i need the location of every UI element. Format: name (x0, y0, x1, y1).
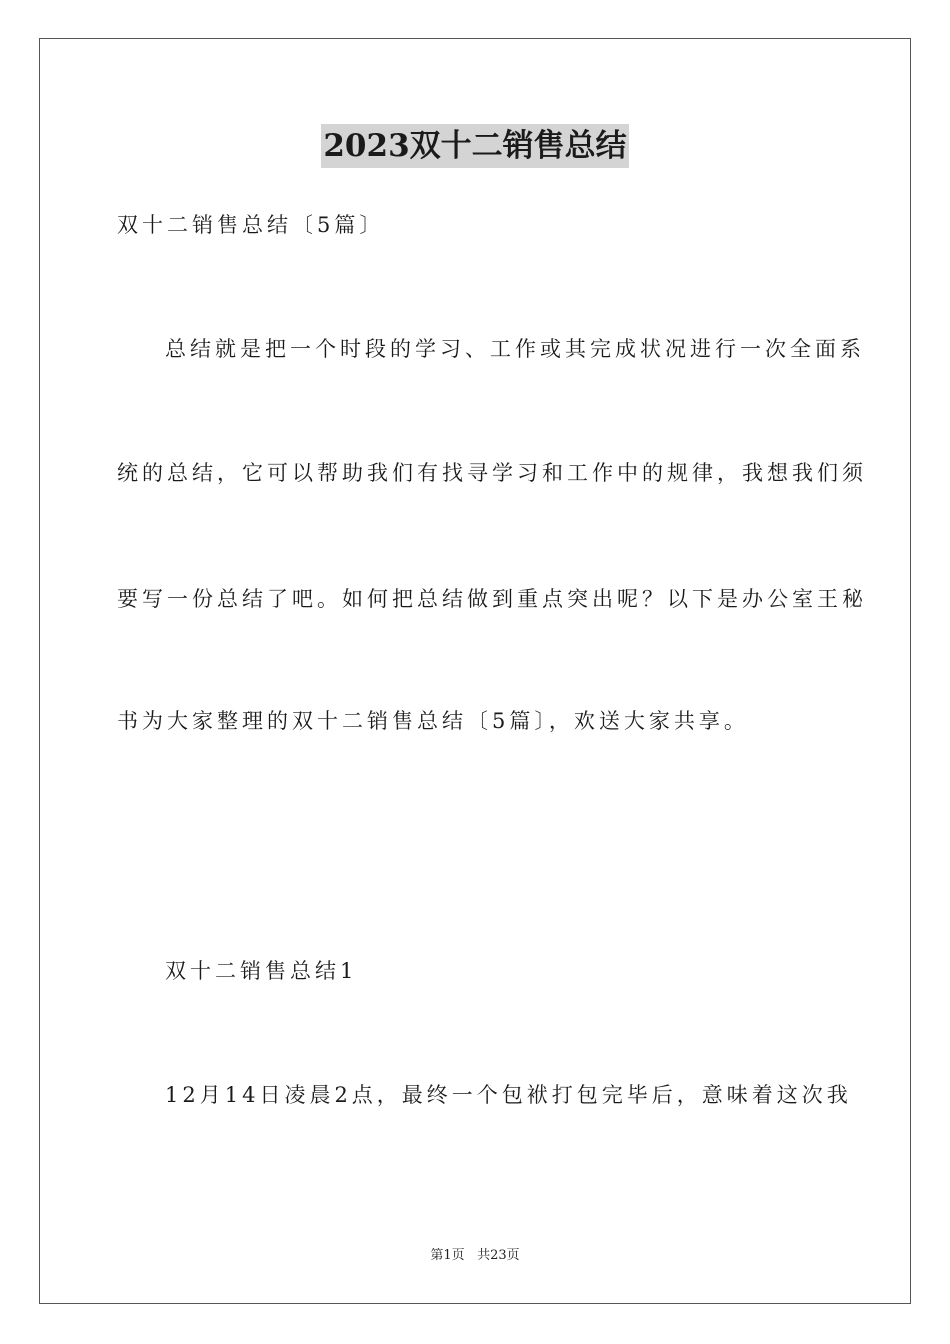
intro-line-3: 要写一份总结了吧。如何把总结做到重点突出呢？以下是办公室王秘 (117, 587, 867, 611)
intro-line-4: 书为大家整理的双十二销售总结〔5篇〕，欢送大家共享。 (117, 709, 749, 733)
document-subtitle: 双十二销售总结〔5篇〕 (117, 213, 385, 237)
section-heading: 双十二销售总结1 (165, 959, 358, 983)
section-line-1: 12月14日凌晨2点，最终一个包袱打包完毕后，意味着这次我 (165, 1083, 852, 1107)
page-total: 共23页 (477, 1248, 520, 1263)
intro-line-2: 统的总结，它可以帮助我们有找寻学习和工作中的规律，我想我们须 (117, 461, 867, 485)
page-footer (0, 1247, 950, 1265)
intro-line-1: 总结就是把一个时段的学习、工作或其完成状况进行一次全面系 (165, 337, 865, 361)
title-container (0, 124, 950, 168)
page-number: 第1页 (430, 1248, 465, 1263)
document-title: 2023双十二销售总结 (321, 124, 628, 168)
